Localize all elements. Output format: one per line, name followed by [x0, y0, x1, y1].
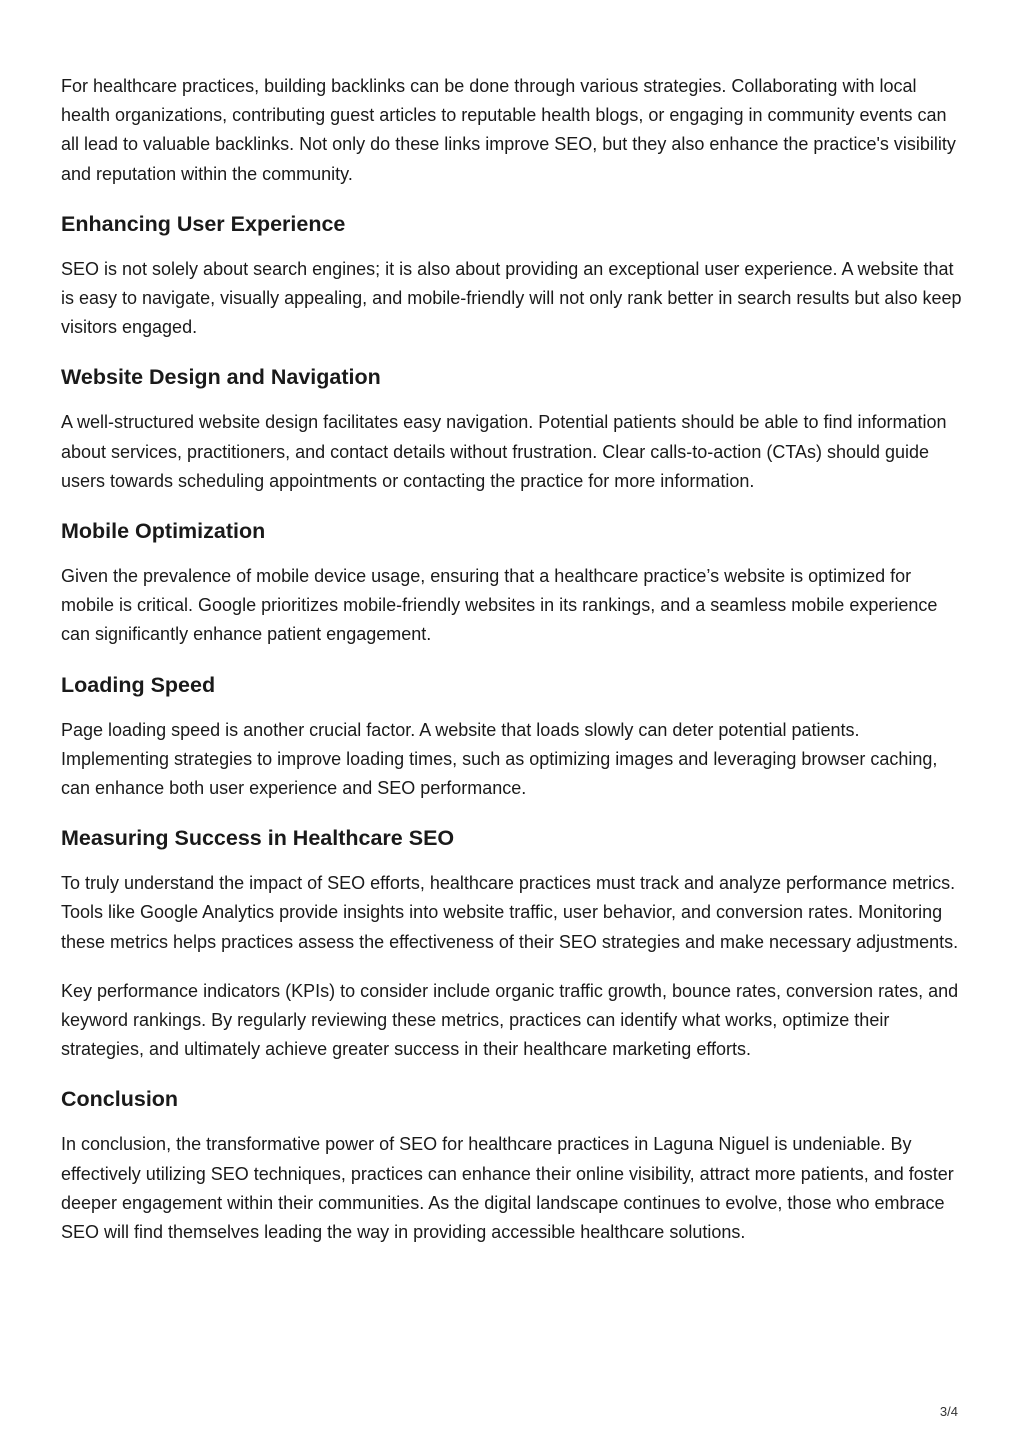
page-number: 3/4	[939, 1404, 958, 1419]
heading-conclusion: Conclusion	[61, 1087, 179, 1112]
paragraph-mobile-optimization: Given the prevalence of mobile device usage, ensuring that a healthcare practice’s website is optimized for mobile is critical. Google prioritizes mobile-friendly websites in its rankings, and a seamless mobile experience can significantly enhance patient engagement.	[61, 566, 938, 645]
paragraph-website-design: A well-structured website design facilitates easy navigation. Potential patients should be able to find information about services, practitioners, and contact details without frustration. Clear calls-to-action (CTAs) should guide users towards scheduling appointments or contacting the practice for more information.	[61, 412, 947, 491]
heading-website-design-navigation: Website Design and Navigation	[61, 365, 381, 390]
heading-measuring-success: Measuring Success in Healthcare SEO	[61, 826, 455, 851]
paragraph-performance-metrics: To truly understand the impact of SEO efforts, healthcare practices must track and analyze performance metrics. Tools like Google Analytics provide insights into website traffic, user behavior, and conversion rates. Monitoring these metrics helps practices assess the effectiveness of their SEO strategies and make necessary adjustments.	[61, 873, 959, 952]
paragraph-conclusion: In conclusion, the transformative power of SEO for healthcare practices in Laguna Niguel is undeniable. By effectively utilizing SEO techniques, practices can enhance their online visibility, attract more patients, and foster deeper engagement within their communities. As the digital landscape continues to evolve, those who embrace SEO will find themselves leading the way in providing accessible healthcare solutions.	[61, 1134, 954, 1243]
paragraph-user-experience: SEO is not solely about search engines; it is also about providing an exceptional user experience. A website that is easy to navigate, visually appealing, and mobile-friendly will not only rank better in search results but also keep visitors engaged.	[61, 258, 962, 338]
paragraph-backlink-strategies: For healthcare practices, building backlinks can be done through various strategies. Collaborating with local health organizations, contributing guest articles to reputable health blogs, or engaging in community events can all lead to valuable backlinks. Not only do these links improve SEO, but they also enhance the practice's visibility and reputation within the community.	[61, 76, 956, 184]
heading-mobile-optimization: Mobile Optimization	[61, 519, 266, 544]
heading-loading-speed: Loading Speed	[61, 672, 216, 697]
document-body	[61, 72, 969, 1267]
paragraph-loading-speed: Page loading speed is another crucial factor. A website that loads slowly can deter potential patients. Implementing strategies to improve loading times, such as optimizing images and leveraging browser caching, can enhance both user experience and SEO performance.	[61, 719, 938, 799]
heading-enhancing-user-experience: Enhancing User Experience	[61, 211, 346, 236]
paragraph-kpis: Key performance indicators (KPIs) to consider include organic traffic growth, bounce rates, conversion rates, and keyword rankings. By regularly reviewing these metrics, practices can identify what works, optimize their strategies, and ultimately achieve greater success in their healthcare marketing efforts.	[61, 980, 959, 1060]
